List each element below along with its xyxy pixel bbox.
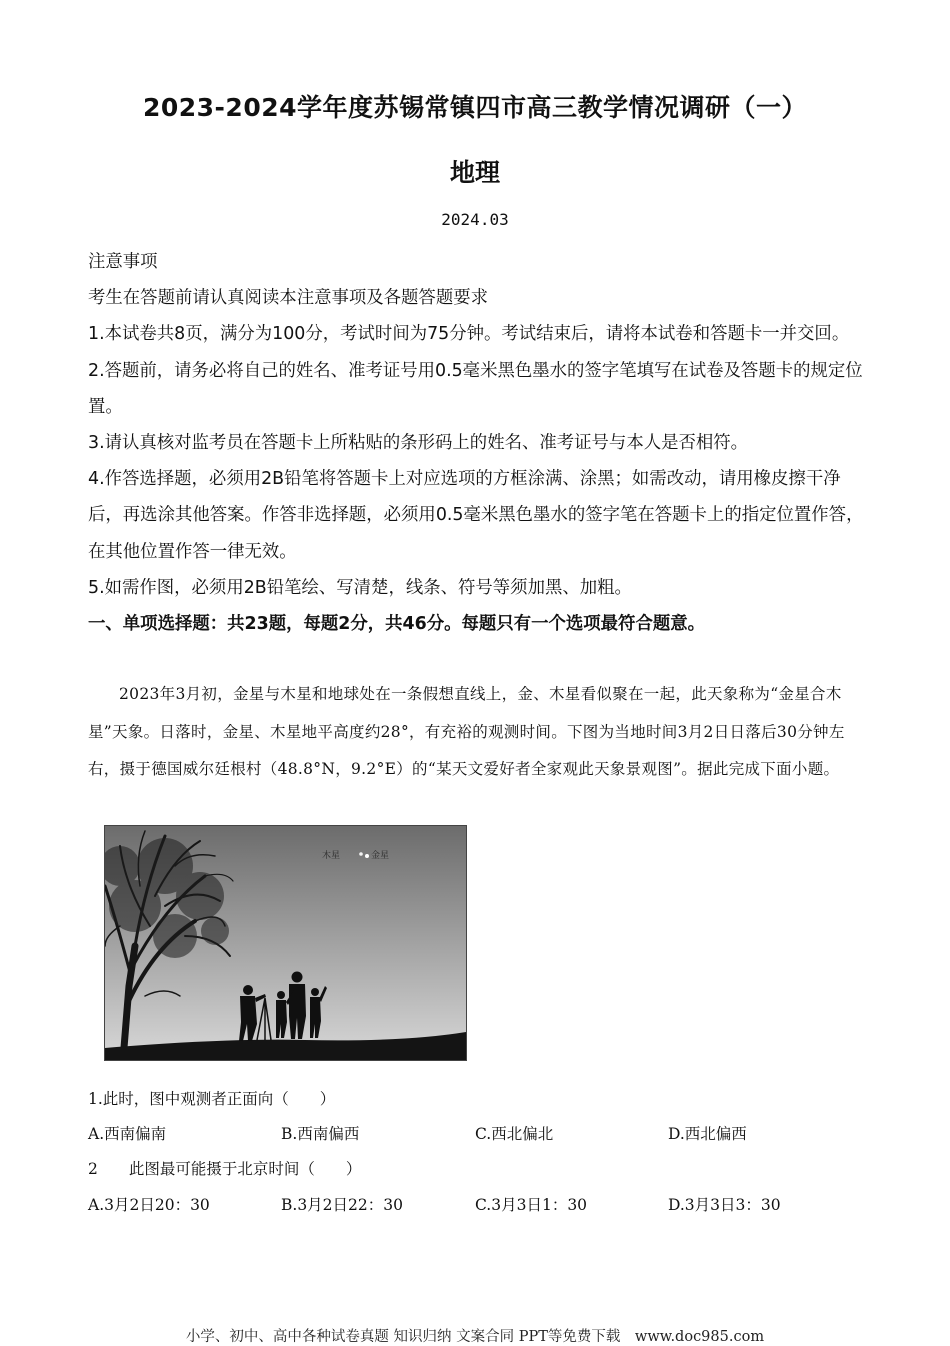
q2-option-b: B.3月2日22：30 [281,1196,403,1214]
question-1-stem: 1.此时，图中观测者正面向（ ） [88,1090,336,1108]
photo-illustration [105,826,466,1060]
q2-option-c: C.3月3日1：30 [475,1196,588,1214]
q1-option-b: B.西南偏西 [281,1125,360,1143]
instructions-heading: 注意事项 [88,252,158,272]
label-jupiter: 木星 [322,851,341,861]
instruction-item: 4.作答选择题，必须用2B铅笔将答题卡上对应选项的方框涂满、涂黑；如需改动，请用橡皮擦干净后，再选涂其他答案。作答非选择题，必须用0.5毫米黑色墨水的签字笔在答题卡上的指定位置作答，在其他位置作答一律无效。 [88,469,864,562]
exam-date: 2024.03 [441,210,509,229]
sky-observation-photo [104,825,467,1061]
passage-text: 2023年3月初，金星与木星和地球处在一条假想直线上，金、木星看似聚在一起，此天象称为“金星合木星”天象。日落时，金星、木星地平高度约28°，有充裕的观测时间。下图为当地时间3月2日日落后30分钟左右，摄于德国威尔廷根村（48.8°N，9.2°E）的“某天文爱好者全家观此天象景观图”。据此完成下面小题。 [88,685,845,779]
page-footer: 小学、初中、高中各种试卷真题 知识归纳 文案合同 PPT等免费下载 www.doc985.com [185,1329,765,1345]
label-venus: 金星 [371,851,390,861]
q1-option-d: D.西北偏西 [668,1125,747,1143]
instruction-item: 2.答题前，请务必将自己的姓名、准考证号用0.5毫米黑色墨水的签字笔填写在试卷及答题卡的规定位置。 [88,360,863,417]
q2-option-d: D.3月3日3：30 [668,1196,781,1214]
instruction-item: 3.请认真核对监考员在答题卡上所粘贴的条形码上的姓名、准考证号与本人是否相符。 [88,433,749,454]
instruction-item: 1.本试卷共8页，满分为100分，考试时间为75分钟。考试结束后，请将本试卷和答题卡一并交回。 [88,324,850,345]
q1-option-a: A.西南偏南 [88,1125,167,1143]
subject-title: 地理 [449,158,500,187]
instructions-intro: 考生在答题前请认真阅读本注意事项及各题答题要求 [88,288,488,309]
question-passage [88,676,870,789]
section-heading: 一、单项选择题：共23题，每题2分，共46分。每题只有一个选项最符合题意。 [88,614,706,635]
q2-option-a: A.3月2日20：30 [88,1196,210,1214]
instructions [88,244,868,642]
exam-title: 2023-2024学年度苏锡常镇四市高三教学情况调研（一） [142,93,808,122]
question-2-stem: 2 此图最可能摄于北京时间（ ） [88,1160,362,1178]
q1-option-c: C.西北偏北 [475,1125,554,1143]
instruction-item: 5.如需作图，必须用2B铅笔绘、写清楚，线条、符号等须加黑、加粗。 [88,577,632,598]
